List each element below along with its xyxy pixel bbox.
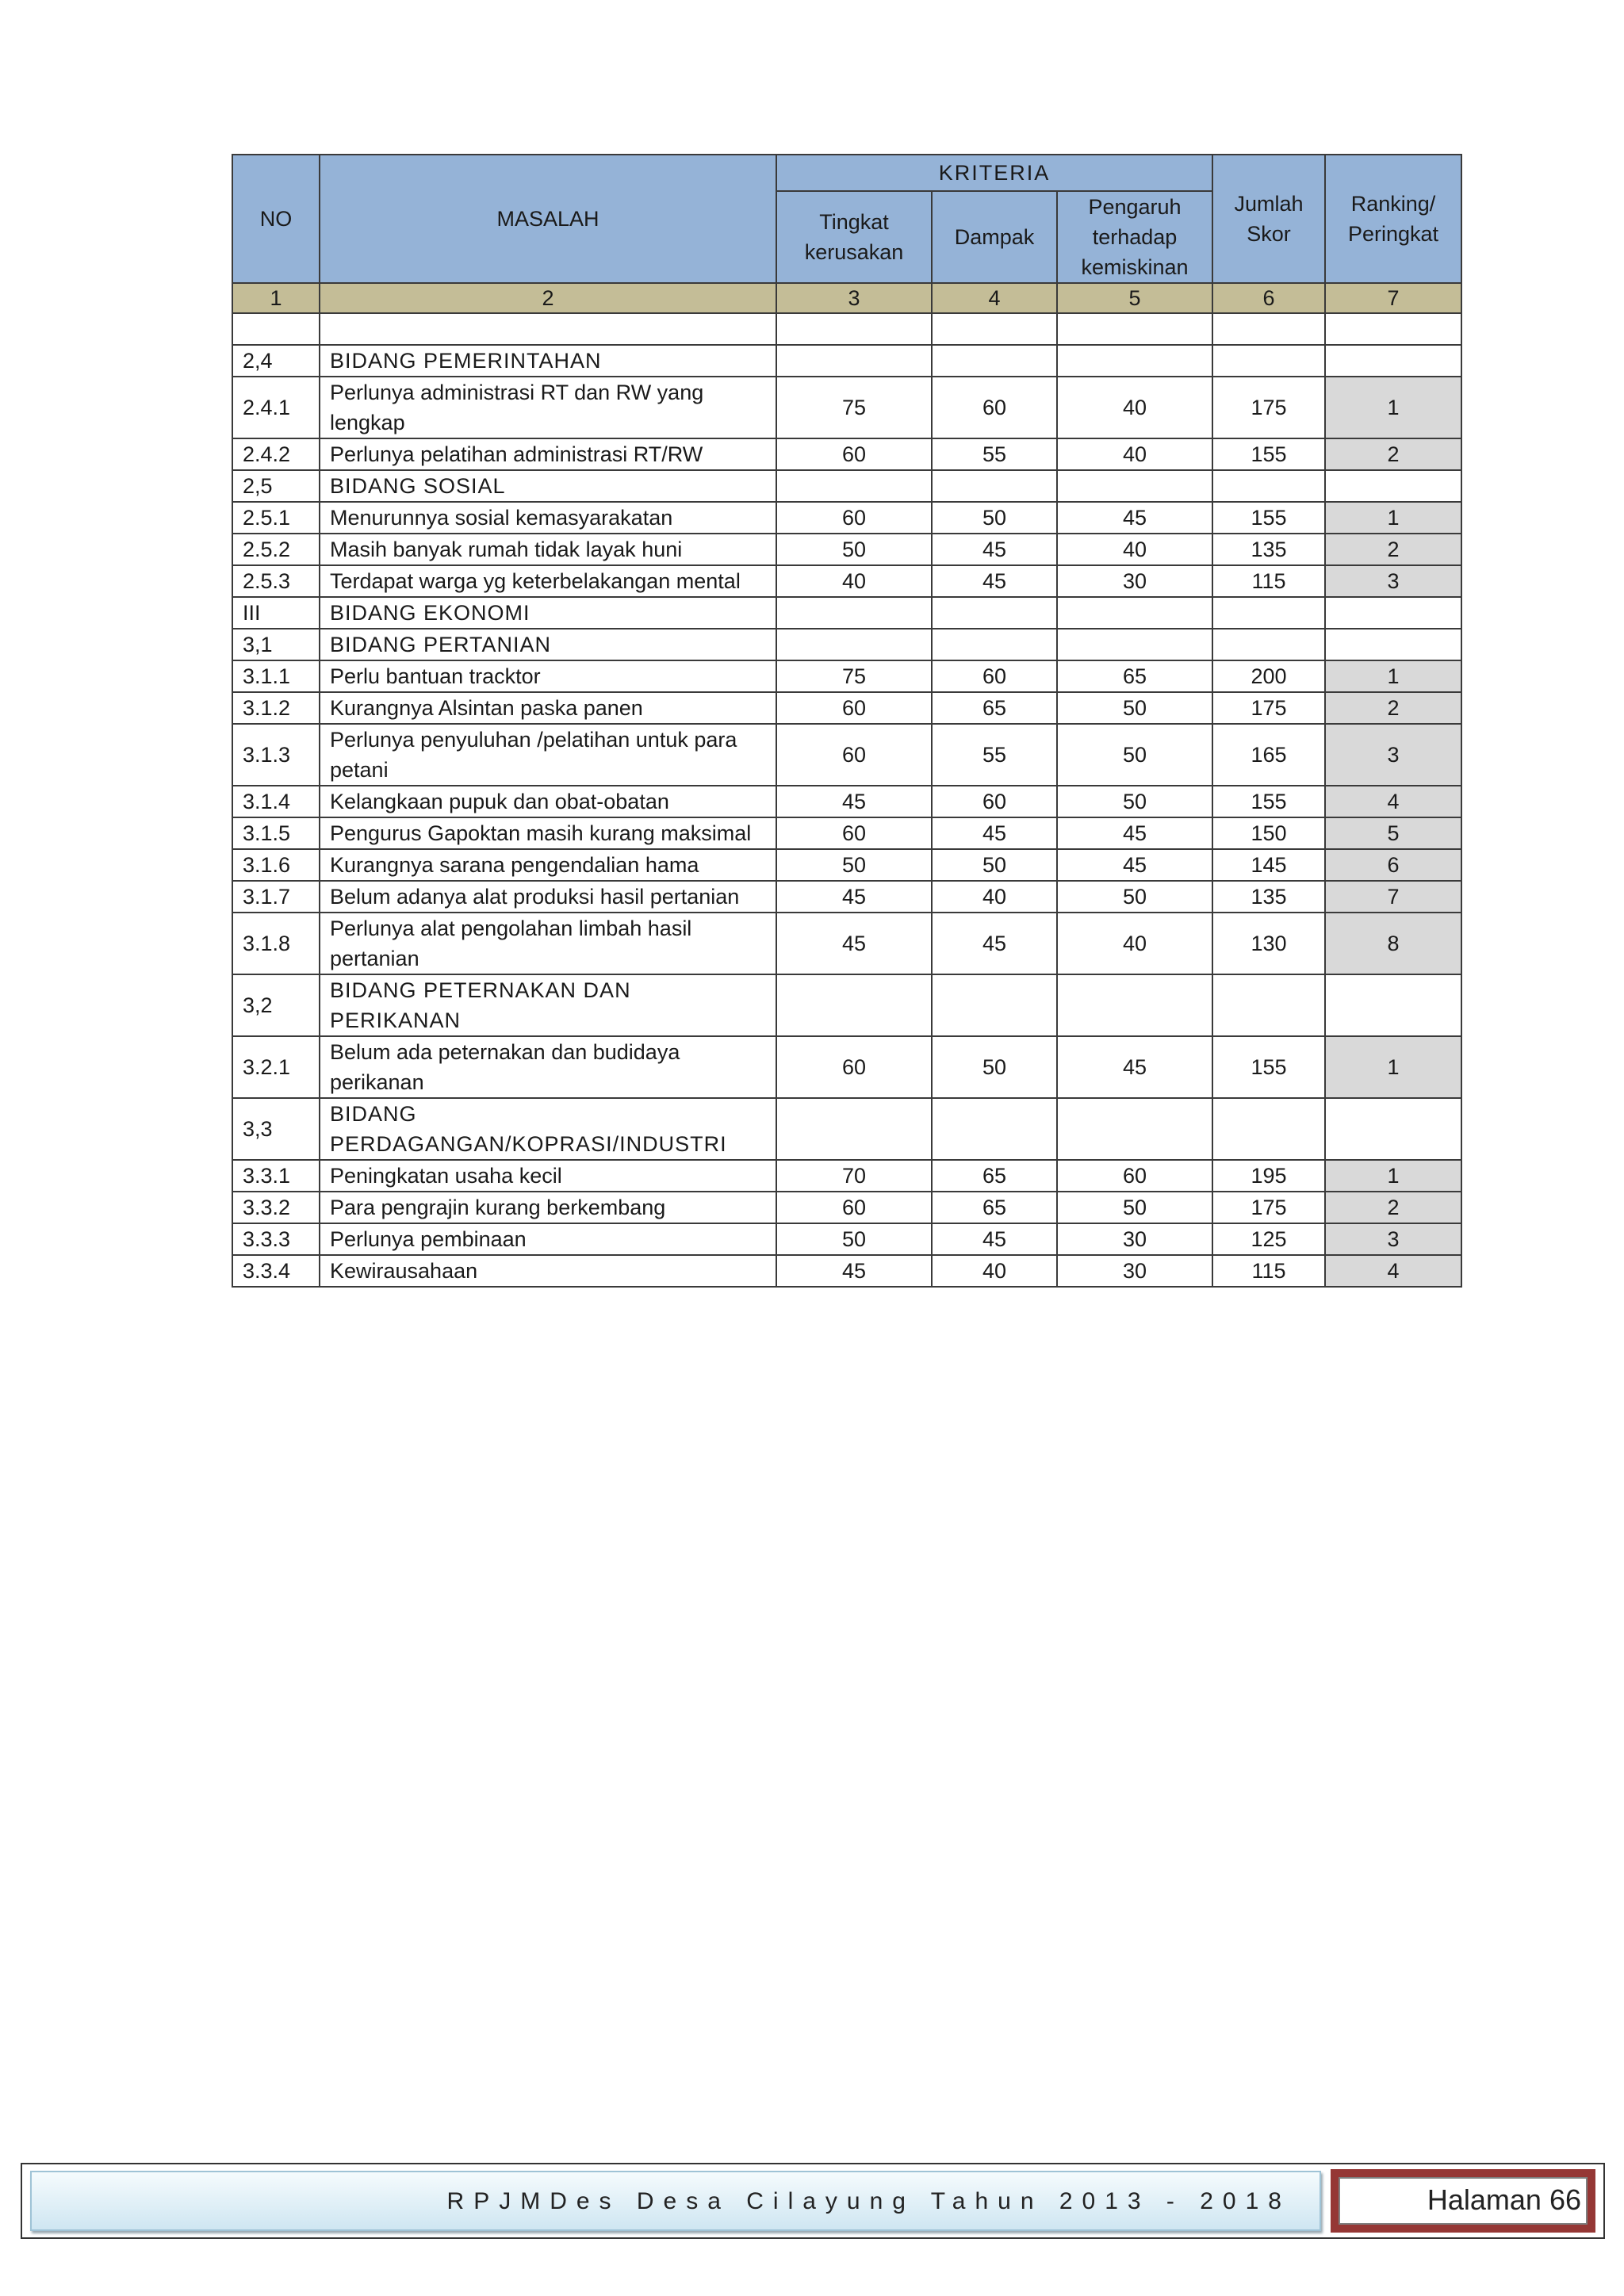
- row-number: 3.1.5: [232, 817, 320, 849]
- header-jumlah-skor: Jumlah Skor: [1212, 155, 1325, 283]
- score-dampak: 50: [932, 502, 1057, 534]
- table-row: [232, 1223, 1461, 1255]
- category-row: [232, 974, 1461, 1036]
- table-row: [232, 534, 1461, 565]
- table-row: [232, 849, 1461, 881]
- rank-cell: 2: [1325, 534, 1461, 565]
- empty-cell: [1057, 1098, 1212, 1160]
- score-dampak: 45: [932, 534, 1057, 565]
- score-pengaruh: 50: [1057, 692, 1212, 724]
- score-dampak: 65: [932, 1160, 1057, 1192]
- score-pengaruh: 45: [1057, 817, 1212, 849]
- column-number: 3: [776, 283, 932, 313]
- score-jumlah: 145: [1212, 849, 1325, 881]
- problem-description: Kelangkaan pupuk dan obat-obatan: [320, 786, 776, 817]
- score-tingkat-kerusakan: 40: [776, 565, 932, 597]
- table-row: [232, 660, 1461, 692]
- score-jumlah: 175: [1212, 377, 1325, 438]
- table-row: [232, 1036, 1461, 1098]
- score-jumlah: 150: [1212, 817, 1325, 849]
- score-tingkat-kerusakan: 60: [776, 724, 932, 786]
- score-pengaruh: 50: [1057, 881, 1212, 913]
- empty-cell: [1212, 313, 1325, 345]
- table-row: [232, 692, 1461, 724]
- rank-cell: 7: [1325, 881, 1461, 913]
- empty-cell: [1212, 470, 1325, 502]
- score-pengaruh: 50: [1057, 724, 1212, 786]
- header-tingkat-kerusakan: Tingkat kerusakan: [776, 191, 932, 283]
- score-jumlah: 115: [1212, 1255, 1325, 1287]
- empty-cell: [776, 470, 932, 502]
- empty-cell: [932, 597, 1057, 629]
- problem-description: Belum ada peternakan dan budidaya perikanan: [320, 1036, 776, 1098]
- score-pengaruh: 40: [1057, 534, 1212, 565]
- empty-cell: [1325, 470, 1461, 502]
- score-dampak: 45: [932, 1223, 1057, 1255]
- problem-description: Perlu bantuan tracktor: [320, 660, 776, 692]
- header-pengaruh: Pengaruh terhadap kemiskinan: [1057, 191, 1212, 283]
- empty-cell: [776, 629, 932, 660]
- score-dampak: 60: [932, 377, 1057, 438]
- table-row: [232, 1192, 1461, 1223]
- score-dampak: 65: [932, 1192, 1057, 1223]
- rank-cell: 2: [1325, 438, 1461, 470]
- row-number: 3.1.8: [232, 913, 320, 974]
- score-tingkat-kerusakan: 45: [776, 913, 932, 974]
- empty-cell: [1212, 629, 1325, 660]
- row-number: 2,4: [232, 345, 320, 377]
- table-row: [232, 881, 1461, 913]
- score-pengaruh: 30: [1057, 565, 1212, 597]
- score-dampak: 50: [932, 849, 1057, 881]
- rank-cell: 2: [1325, 692, 1461, 724]
- column-number: 1: [232, 283, 320, 313]
- column-number-row: [232, 283, 1461, 313]
- empty-cell: [932, 629, 1057, 660]
- score-jumlah: 115: [1212, 565, 1325, 597]
- problem-description: Belum adanya alat produksi hasil pertanian: [320, 881, 776, 913]
- table-row: [232, 1160, 1461, 1192]
- row-number: 3.3.4: [232, 1255, 320, 1287]
- column-number: 4: [932, 283, 1057, 313]
- row-number: 3.3.3: [232, 1223, 320, 1255]
- score-dampak: 65: [932, 692, 1057, 724]
- score-jumlah: 130: [1212, 913, 1325, 974]
- score-pengaruh: 50: [1057, 786, 1212, 817]
- problem-description: Perlunya pembinaan: [320, 1223, 776, 1255]
- score-tingkat-kerusakan: 60: [776, 438, 932, 470]
- score-dampak: 45: [932, 913, 1057, 974]
- category-row: [232, 345, 1461, 377]
- score-jumlah: 195: [1212, 1160, 1325, 1192]
- empty-cell: [1057, 597, 1212, 629]
- score-pengaruh: 60: [1057, 1160, 1212, 1192]
- score-dampak: 45: [932, 817, 1057, 849]
- header-dampak: Dampak: [932, 191, 1057, 283]
- table-row: [232, 377, 1461, 438]
- category-label: BIDANG PERTANIAN: [320, 629, 776, 660]
- problem-description: Kewirausahaan: [320, 1255, 776, 1287]
- rank-cell: 1: [1325, 1036, 1461, 1098]
- problem-description: Masih banyak rumah tidak layak huni: [320, 534, 776, 565]
- empty-cell: [232, 313, 320, 345]
- score-pengaruh: 50: [1057, 1192, 1212, 1223]
- score-pengaruh: 30: [1057, 1255, 1212, 1287]
- table-row: [232, 438, 1461, 470]
- row-number: 2.4.1: [232, 377, 320, 438]
- header-masalah: MASALAH: [320, 155, 776, 283]
- empty-cell: [776, 313, 932, 345]
- score-tingkat-kerusakan: 50: [776, 849, 932, 881]
- problem-description: Perlunya alat pengolahan limbah hasil pertanian: [320, 913, 776, 974]
- category-row: [232, 629, 1461, 660]
- problem-description: Perlunya administrasi RT dan RW yang lengkap: [320, 377, 776, 438]
- score-jumlah: 165: [1212, 724, 1325, 786]
- empty-cell: [1212, 597, 1325, 629]
- category-label: BIDANG EKONOMI: [320, 597, 776, 629]
- score-tingkat-kerusakan: 45: [776, 786, 932, 817]
- header-row-1: [232, 155, 1461, 191]
- column-number: 5: [1057, 283, 1212, 313]
- score-tingkat-kerusakan: 50: [776, 534, 932, 565]
- row-number: 3.1.2: [232, 692, 320, 724]
- score-tingkat-kerusakan: 60: [776, 1192, 932, 1223]
- row-number: 3.3.2: [232, 1192, 320, 1223]
- category-label: BIDANG PERDAGANGAN/KOPRASI/INDUSTRI: [320, 1098, 776, 1160]
- category-row: [232, 1098, 1461, 1160]
- empty-cell: [1057, 470, 1212, 502]
- problem-description: Terdapat warga yg keterbelakangan mental: [320, 565, 776, 597]
- rank-cell: 3: [1325, 724, 1461, 786]
- rank-cell: 1: [1325, 502, 1461, 534]
- header-kriteria: KRITERIA: [776, 155, 1212, 191]
- empty-cell: [932, 345, 1057, 377]
- problem-ranking-table: [232, 154, 1462, 1288]
- empty-cell: [1212, 974, 1325, 1036]
- row-number: 2.5.3: [232, 565, 320, 597]
- score-pengaruh: 45: [1057, 849, 1212, 881]
- empty-cell: [1057, 345, 1212, 377]
- page-number-frame: [1331, 2169, 1595, 2233]
- row-number: III: [232, 597, 320, 629]
- header-ranking: Ranking/ Peringkat: [1325, 155, 1461, 283]
- row-number: 3.1.3: [232, 724, 320, 786]
- empty-cell: [776, 974, 932, 1036]
- empty-cell: [1057, 313, 1212, 345]
- row-number: 3.1.6: [232, 849, 320, 881]
- empty-cell: [932, 1098, 1057, 1160]
- empty-cell: [1212, 345, 1325, 377]
- empty-cell: [1325, 597, 1461, 629]
- score-jumlah: 135: [1212, 881, 1325, 913]
- row-number: 3.1.1: [232, 660, 320, 692]
- rank-cell: 2: [1325, 1192, 1461, 1223]
- score-dampak: 40: [932, 1255, 1057, 1287]
- problem-description: Pengurus Gapoktan masih kurang maksimal: [320, 817, 776, 849]
- score-jumlah: 135: [1212, 534, 1325, 565]
- empty-cell: [932, 313, 1057, 345]
- row-number: 3.2.1: [232, 1036, 320, 1098]
- table-row: [232, 786, 1461, 817]
- problem-description: Para pengrajin kurang berkembang: [320, 1192, 776, 1223]
- table-row: [232, 817, 1461, 849]
- rank-cell: 1: [1325, 660, 1461, 692]
- empty-cell: [932, 974, 1057, 1036]
- score-dampak: 55: [932, 438, 1057, 470]
- score-jumlah: 200: [1212, 660, 1325, 692]
- empty-row: [232, 313, 1461, 345]
- score-pengaruh: 30: [1057, 1223, 1212, 1255]
- column-number: 7: [1325, 283, 1461, 313]
- category-label: BIDANG SOSIAL: [320, 470, 776, 502]
- row-number: 2.5.1: [232, 502, 320, 534]
- row-number: 2.5.2: [232, 534, 320, 565]
- row-number: 3,3: [232, 1098, 320, 1160]
- row-number: 2.4.2: [232, 438, 320, 470]
- empty-cell: [776, 1098, 932, 1160]
- score-tingkat-kerusakan: 50: [776, 1223, 932, 1255]
- category-row: [232, 470, 1461, 502]
- empty-cell: [1057, 974, 1212, 1036]
- score-dampak: 45: [932, 565, 1057, 597]
- problem-description: Kurangnya sarana pengendalian hama: [320, 849, 776, 881]
- row-number: 3.1.7: [232, 881, 320, 913]
- score-pengaruh: 45: [1057, 502, 1212, 534]
- rank-cell: 8: [1325, 913, 1461, 974]
- score-jumlah: 175: [1212, 1192, 1325, 1223]
- score-dampak: 60: [932, 786, 1057, 817]
- page-footer: [21, 2163, 1605, 2239]
- score-tingkat-kerusakan: 70: [776, 1160, 932, 1192]
- score-jumlah: 175: [1212, 692, 1325, 724]
- problem-description: Peningkatan usaha kecil: [320, 1160, 776, 1192]
- score-tingkat-kerusakan: 60: [776, 817, 932, 849]
- score-jumlah: 155: [1212, 502, 1325, 534]
- rank-cell: 3: [1325, 565, 1461, 597]
- rank-cell: 1: [1325, 377, 1461, 438]
- table-row: [232, 913, 1461, 974]
- page-number: Halaman 66: [1339, 2177, 1588, 2225]
- problem-description: Kurangnya Alsintan paska panen: [320, 692, 776, 724]
- category-row: [232, 597, 1461, 629]
- score-tingkat-kerusakan: 75: [776, 660, 932, 692]
- table-row: [232, 1255, 1461, 1287]
- score-dampak: 40: [932, 881, 1057, 913]
- row-number: 3,2: [232, 974, 320, 1036]
- score-dampak: 60: [932, 660, 1057, 692]
- empty-cell: [1057, 629, 1212, 660]
- score-jumlah: 155: [1212, 1036, 1325, 1098]
- empty-cell: [1325, 974, 1461, 1036]
- score-jumlah: 155: [1212, 438, 1325, 470]
- table-row: [232, 502, 1461, 534]
- score-pengaruh: 40: [1057, 438, 1212, 470]
- row-number: 2,5: [232, 470, 320, 502]
- score-tingkat-kerusakan: 75: [776, 377, 932, 438]
- table-row: [232, 565, 1461, 597]
- score-tingkat-kerusakan: 45: [776, 881, 932, 913]
- score-jumlah: 125: [1212, 1223, 1325, 1255]
- problem-description: Menurunnya sosial kemasyarakatan: [320, 502, 776, 534]
- empty-cell: [1325, 313, 1461, 345]
- score-tingkat-kerusakan: 60: [776, 1036, 932, 1098]
- problem-description: Perlunya pelatihan administrasi RT/RW: [320, 438, 776, 470]
- category-label: BIDANG PEMERINTAHAN: [320, 345, 776, 377]
- category-label: BIDANG PETERNAKAN DAN PERIKANAN: [320, 974, 776, 1036]
- problem-description: Perlunya penyuluhan /pelatihan untuk para petani: [320, 724, 776, 786]
- score-dampak: 50: [932, 1036, 1057, 1098]
- footer-title: RPJMDes Desa Cilayung Tahun 2013 - 2018: [446, 2188, 1291, 2214]
- score-pengaruh: 65: [1057, 660, 1212, 692]
- score-tingkat-kerusakan: 45: [776, 1255, 932, 1287]
- score-pengaruh: 40: [1057, 377, 1212, 438]
- footer-title-bar: [30, 2171, 1321, 2231]
- score-dampak: 55: [932, 724, 1057, 786]
- empty-cell: [776, 345, 932, 377]
- rank-cell: 6: [1325, 849, 1461, 881]
- rank-cell: 4: [1325, 1255, 1461, 1287]
- score-tingkat-kerusakan: 60: [776, 692, 932, 724]
- row-number: 3,1: [232, 629, 320, 660]
- score-pengaruh: 40: [1057, 913, 1212, 974]
- empty-cell: [1325, 345, 1461, 377]
- empty-cell: [320, 313, 776, 345]
- score-pengaruh: 45: [1057, 1036, 1212, 1098]
- rank-cell: 3: [1325, 1223, 1461, 1255]
- empty-cell: [1212, 1098, 1325, 1160]
- score-jumlah: 155: [1212, 786, 1325, 817]
- row-number: 3.1.4: [232, 786, 320, 817]
- empty-cell: [776, 597, 932, 629]
- empty-cell: [932, 470, 1057, 502]
- problem-ranking-table-container: [232, 154, 1461, 1288]
- column-number: 6: [1212, 283, 1325, 313]
- column-number: 2: [320, 283, 776, 313]
- table-row: [232, 724, 1461, 786]
- empty-cell: [1325, 629, 1461, 660]
- score-tingkat-kerusakan: 60: [776, 502, 932, 534]
- rank-cell: 4: [1325, 786, 1461, 817]
- rank-cell: 1: [1325, 1160, 1461, 1192]
- header-no: NO: [232, 155, 320, 283]
- rank-cell: 5: [1325, 817, 1461, 849]
- empty-cell: [1325, 1098, 1461, 1160]
- row-number: 3.3.1: [232, 1160, 320, 1192]
